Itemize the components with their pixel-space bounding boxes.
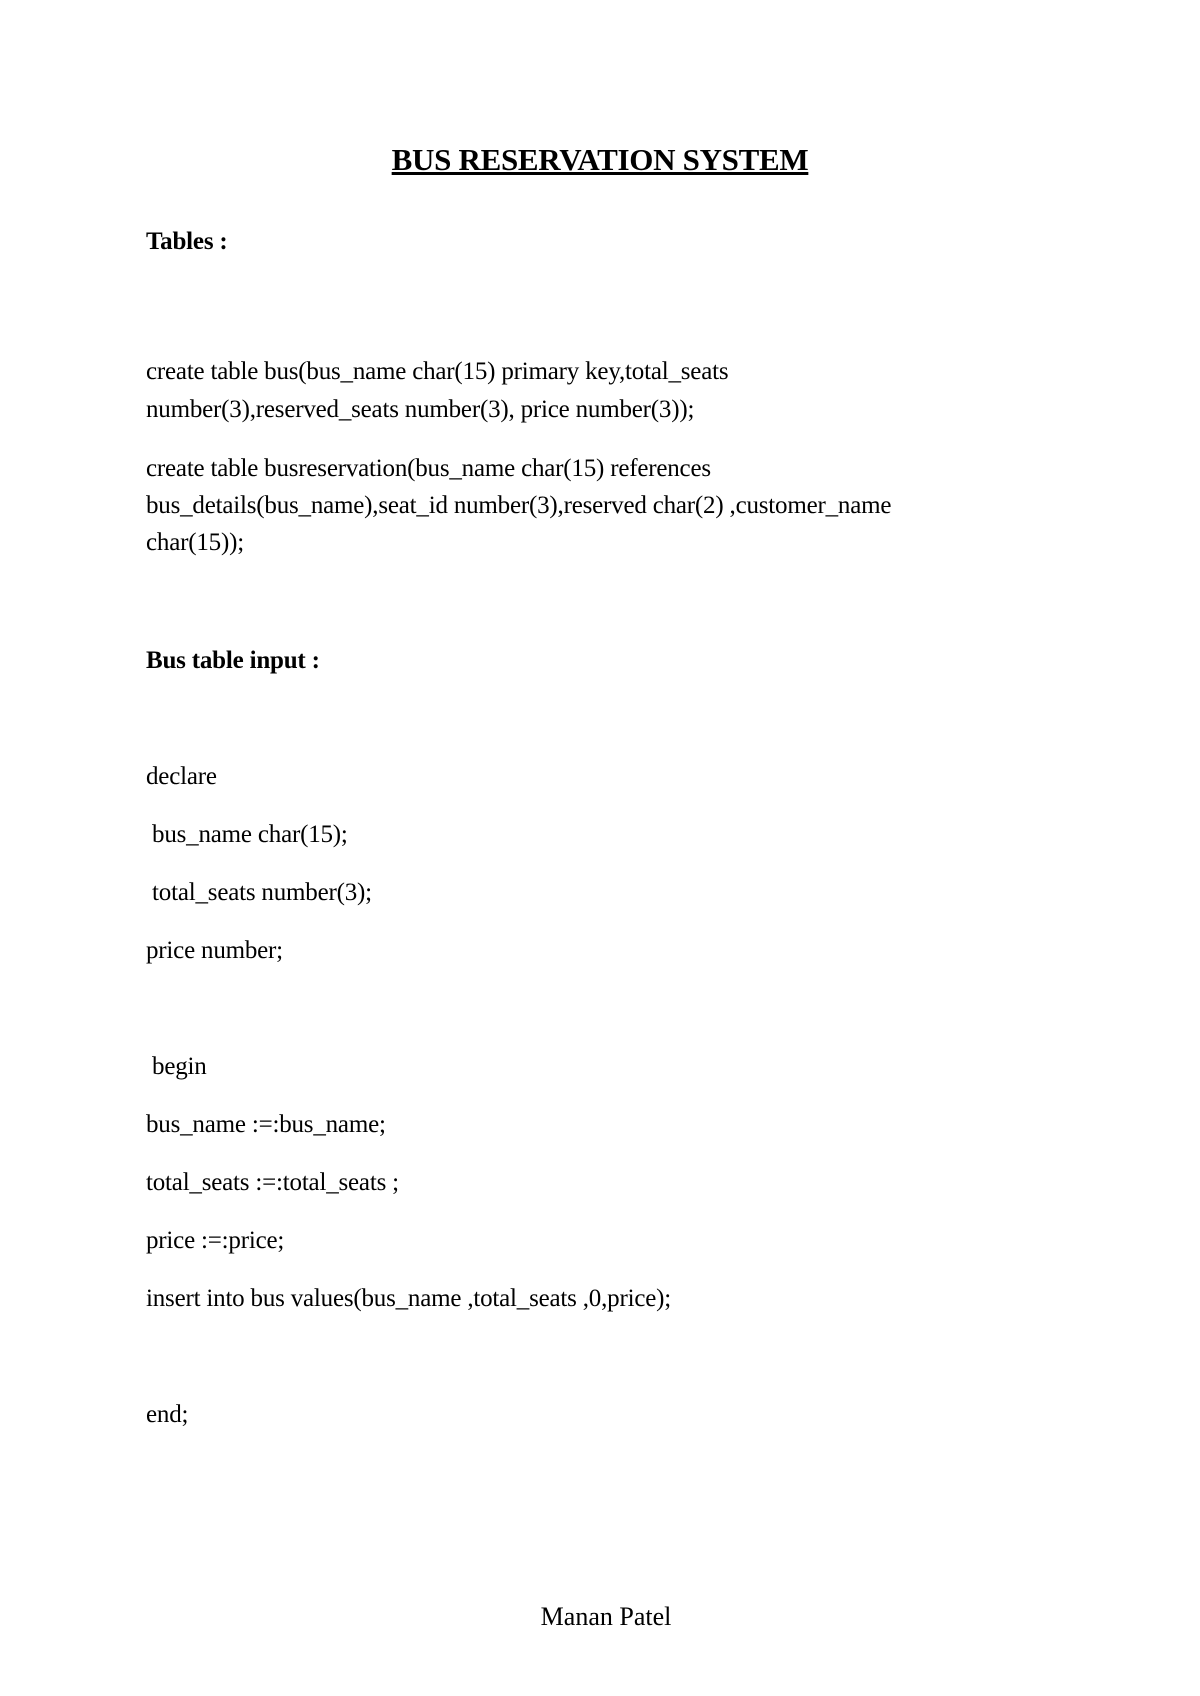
bus-table-input-heading: Bus table input :: [146, 647, 320, 674]
code-line: price number;: [146, 937, 283, 964]
code-line: declare: [146, 763, 217, 790]
document-title: BUS RESERVATION SYSTEM: [391, 142, 809, 177]
tables-heading: Tables :: [146, 228, 228, 255]
code-line: bus_name :=:bus_name;: [146, 1111, 386, 1138]
footer-author: Manan Patel: [540, 1602, 672, 1631]
code-line: total_seats number(3);: [146, 879, 372, 906]
code-line: begin: [146, 1053, 207, 1080]
code-line: char(15));: [146, 529, 244, 556]
code-line: number(3),reserved_seats number(3), price number(3));: [146, 396, 695, 423]
code-line: price :=:price;: [146, 1227, 285, 1254]
code-line: insert into bus values(bus_name ,total_seats ,0,price);: [146, 1285, 671, 1312]
code-line: create table busreservation(bus_name char(15) references: [146, 455, 711, 482]
code-line: create table bus(bus_name char(15) primary key,total_seats: [146, 358, 729, 385]
code-line: total_seats :=:total_seats ;: [146, 1169, 399, 1196]
code-line: bus_name char(15);: [146, 821, 348, 848]
code-line: end;: [146, 1401, 189, 1428]
code-line: bus_details(bus_name),seat_id number(3),reserved char(2) ,customer_name: [146, 492, 892, 519]
